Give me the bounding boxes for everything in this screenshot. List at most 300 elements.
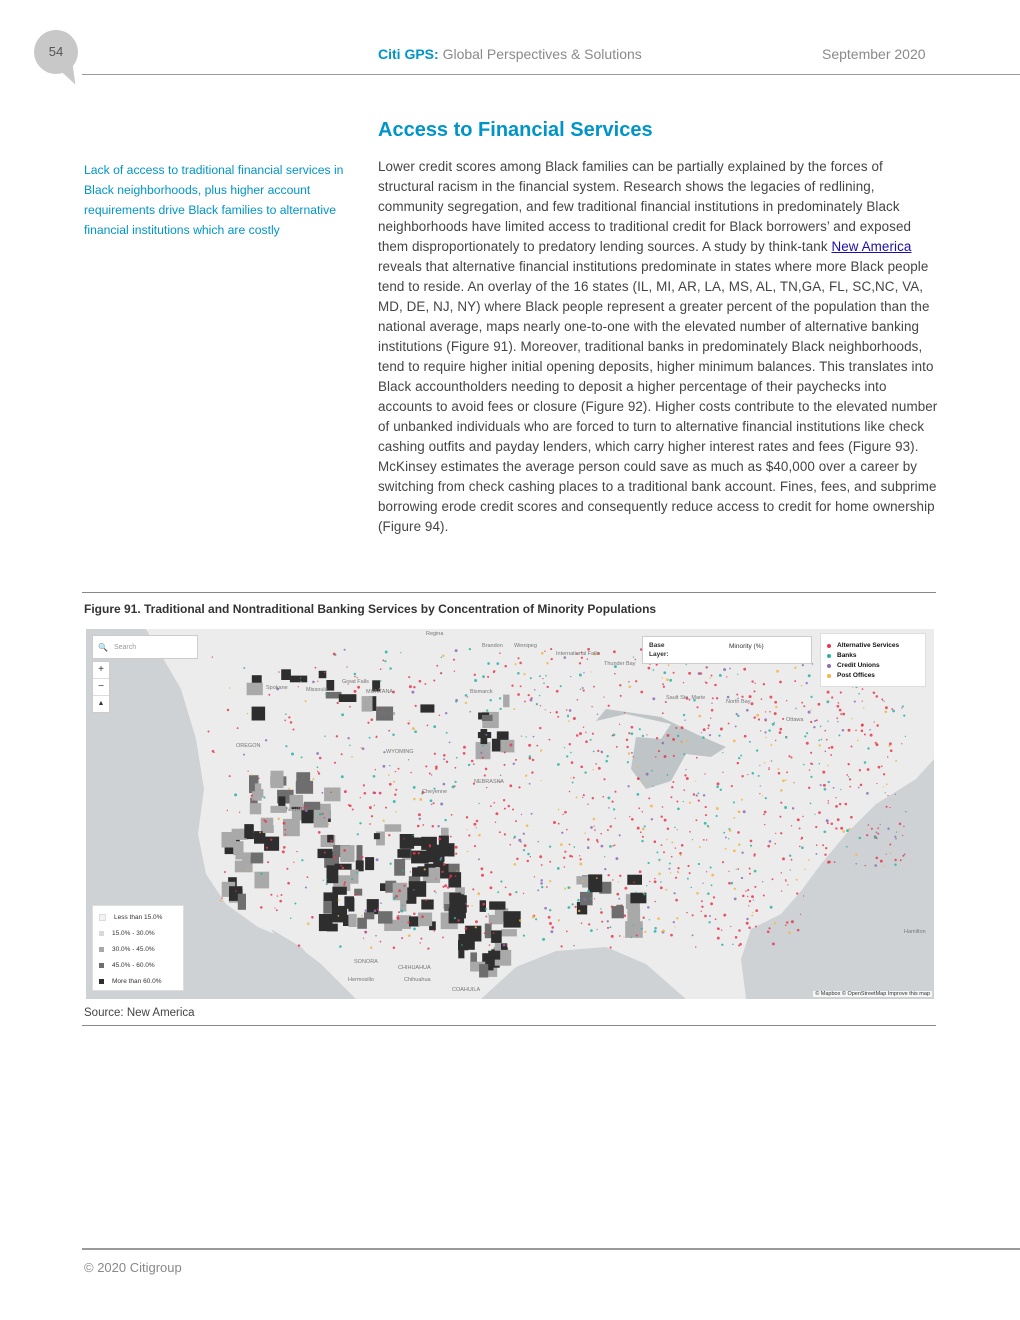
service-dot (370, 946, 373, 949)
service-dot (402, 905, 404, 907)
service-dot (672, 781, 674, 783)
service-dot (469, 711, 471, 713)
service-dot (357, 833, 359, 835)
service-dot (592, 733, 594, 735)
service-dot (850, 816, 853, 819)
service-dot (528, 694, 530, 696)
service-dot (771, 760, 773, 762)
service-dot (260, 906, 263, 909)
service-dot (558, 809, 560, 811)
service-dot (753, 690, 755, 692)
service-dot (826, 739, 828, 741)
service-dot (607, 920, 609, 922)
map-place-label: Missoula (306, 687, 328, 693)
service-dot (693, 793, 695, 795)
service-dot (478, 858, 480, 860)
service-dot (523, 849, 525, 851)
service-dot (455, 875, 456, 876)
service-dot (779, 731, 782, 734)
density-cell (365, 857, 374, 870)
service-dot (665, 701, 667, 703)
service-dot (831, 822, 834, 825)
service-dot (698, 800, 700, 802)
service-dot (517, 657, 519, 659)
service-dot (614, 791, 616, 793)
service-dot (688, 672, 691, 675)
base-layer-value: Minority (%) (729, 643, 764, 650)
density-cell (412, 867, 429, 876)
service-dot (848, 763, 850, 765)
service-dot (675, 877, 677, 879)
service-dot (530, 677, 532, 679)
service-dot (542, 938, 545, 941)
service-dot (692, 839, 693, 840)
zoom-out-button[interactable]: − (93, 679, 109, 696)
service-dot (600, 911, 603, 914)
service-dot (836, 717, 838, 719)
service-dot (810, 803, 812, 805)
service-dot (388, 730, 390, 732)
density-cell (500, 740, 514, 753)
legend-dot (827, 674, 831, 678)
service-dot (627, 785, 629, 787)
service-dot (590, 739, 592, 741)
service-dot (287, 882, 290, 885)
service-dot (443, 863, 446, 866)
service-dot (524, 701, 526, 703)
service-dot (858, 787, 860, 789)
service-dot (570, 752, 572, 754)
service-dot (414, 730, 417, 733)
service-dot (817, 703, 820, 706)
service-dot (816, 844, 818, 846)
service-dot (338, 915, 340, 917)
service-dot (703, 839, 705, 841)
service-dot (440, 803, 443, 806)
service-dot (835, 797, 836, 798)
service-dot (661, 844, 663, 846)
service-dot (352, 809, 354, 811)
service-dot (380, 668, 382, 670)
service-dot (401, 937, 403, 939)
service-dot (413, 852, 416, 855)
service-dot (810, 763, 812, 765)
service-dot (759, 793, 760, 794)
service-dot (442, 655, 445, 658)
service-dot (341, 753, 343, 755)
service-dot (671, 856, 673, 858)
service-dot (876, 783, 877, 784)
service-dot (670, 796, 672, 798)
service-dot (474, 674, 476, 676)
service-dot (333, 653, 336, 656)
service-dot (701, 732, 702, 733)
service-dot (714, 684, 717, 687)
legend-label: 45.0% - 60.0% (112, 962, 155, 969)
service-dot (354, 893, 356, 895)
service-dot (417, 825, 420, 828)
service-dot (822, 771, 825, 774)
legend-item-post-offices[interactable] (827, 672, 875, 679)
service-dot (513, 763, 515, 765)
service-dot (770, 906, 773, 909)
service-dot (801, 837, 803, 839)
service-dot (475, 920, 478, 923)
service-dot (815, 853, 817, 855)
service-dot (523, 934, 525, 936)
legend-item-credit-unions[interactable] (827, 662, 880, 669)
service-dot (613, 650, 616, 653)
service-dot (705, 806, 707, 808)
service-dot (306, 876, 308, 878)
service-dot (654, 930, 657, 933)
service-dot (524, 844, 527, 847)
service-dot (587, 846, 590, 849)
service-dot (826, 819, 829, 822)
service-dot (840, 789, 841, 790)
service-dot (546, 886, 548, 888)
service-dot (427, 947, 429, 949)
service-dot (752, 912, 753, 913)
service-dot (375, 769, 377, 771)
service-dot (652, 786, 653, 787)
service-dot (751, 915, 753, 917)
service-dot (747, 896, 748, 897)
service-dot (454, 917, 456, 919)
service-dot (356, 872, 358, 874)
service-dot (424, 868, 426, 870)
service-dot (696, 706, 698, 708)
service-dot (408, 759, 409, 760)
service-dot (774, 722, 775, 723)
service-dot (396, 916, 399, 919)
service-dot (532, 759, 534, 761)
service-dot (806, 682, 808, 684)
legend-item-banks[interactable] (827, 652, 857, 659)
service-dot (456, 757, 458, 759)
service-dot (686, 740, 688, 742)
service-dot (380, 680, 382, 682)
service-dot (883, 773, 885, 775)
service-dot (720, 789, 722, 791)
service-dot (674, 892, 676, 894)
service-dot (711, 709, 714, 712)
service-dot (597, 713, 599, 715)
legend-label: Banks (837, 652, 857, 659)
service-dot (549, 909, 551, 911)
service-dot (444, 819, 446, 821)
base-layer-selector[interactable] (642, 636, 812, 664)
service-dot (767, 931, 770, 934)
service-dot (344, 649, 346, 651)
service-dot (369, 806, 372, 809)
service-dot (753, 855, 755, 857)
service-dot (628, 681, 629, 682)
service-dot (489, 886, 492, 889)
service-dot (569, 844, 571, 846)
service-dot (708, 724, 710, 726)
service-dot (821, 739, 823, 741)
service-dot (354, 676, 355, 677)
service-dot (237, 727, 239, 729)
service-dot (887, 795, 888, 796)
service-dot (667, 827, 670, 830)
service-dot (607, 927, 609, 929)
density-cell (409, 916, 419, 926)
service-dot (679, 852, 682, 855)
service-dot (804, 735, 806, 737)
service-dot (495, 821, 496, 822)
service-dot (831, 696, 833, 698)
service-dot (669, 679, 672, 682)
service-dot (573, 777, 575, 779)
service-dot (549, 845, 551, 847)
service-dot (444, 884, 447, 887)
service-dot (647, 862, 649, 864)
service-dot (871, 828, 873, 830)
service-dot (417, 852, 419, 854)
service-dot (408, 921, 411, 924)
service-dot (551, 658, 553, 660)
service-dot (840, 827, 843, 830)
service-dot (685, 769, 686, 770)
service-dot (737, 674, 738, 675)
service-dot (740, 755, 742, 757)
new-america-link[interactable]: New America (831, 239, 912, 254)
service-dot (260, 873, 262, 875)
service-dot (781, 890, 782, 891)
map-place-label: Brandon (482, 643, 503, 649)
service-dot (795, 708, 797, 710)
service-dot (597, 841, 599, 843)
service-dot (549, 861, 551, 863)
service-dot (467, 905, 469, 907)
service-dot (440, 859, 442, 861)
service-dot (768, 729, 770, 731)
service-dot (587, 838, 590, 841)
density-cell (367, 899, 379, 914)
density-cell (318, 849, 333, 858)
service-dot (357, 686, 360, 689)
service-dot (733, 739, 736, 742)
service-dot (389, 667, 392, 670)
service-dot (790, 869, 791, 870)
service-dot (525, 736, 526, 737)
service-dot (336, 735, 338, 737)
service-dot (763, 813, 765, 815)
service-dot (751, 680, 753, 682)
map-search-input[interactable] (92, 635, 198, 659)
service-dot (564, 851, 566, 853)
service-dot (876, 831, 878, 833)
service-dot (395, 811, 397, 813)
service-dot (745, 890, 747, 892)
service-dot (838, 702, 840, 704)
service-dot (772, 942, 775, 945)
service-dot (603, 696, 604, 697)
service-dot (465, 702, 467, 704)
service-dot (611, 905, 613, 907)
service-dot (221, 897, 222, 898)
service-dot (413, 686, 415, 688)
service-dot (340, 865, 341, 866)
service-dot (767, 845, 770, 848)
service-dot (759, 765, 760, 766)
service-dot (858, 693, 860, 695)
density-cell (362, 696, 373, 712)
service-dot (566, 709, 568, 711)
service-dot (717, 927, 720, 930)
service-dot (563, 857, 565, 859)
service-dot (735, 936, 738, 939)
service-dot (535, 918, 537, 920)
density-cell (233, 841, 243, 855)
service-dot (751, 895, 754, 898)
service-dot (644, 825, 646, 827)
service-dot (533, 736, 535, 738)
service-dot (642, 836, 644, 838)
service-dot (380, 941, 382, 943)
service-dot (651, 770, 653, 772)
service-dot (312, 681, 315, 684)
service-dot (880, 860, 883, 863)
map-place-label: Spokane (266, 685, 288, 691)
service-dot (579, 863, 582, 866)
service-dot (876, 724, 879, 727)
legend-swatch (99, 947, 104, 952)
service-dot (285, 713, 287, 715)
service-dot (683, 714, 685, 716)
service-dot (263, 796, 265, 798)
service-dot (367, 722, 369, 724)
service-dot (760, 730, 761, 731)
service-dot (597, 750, 599, 752)
service-dot (442, 886, 444, 888)
service-dot (317, 771, 319, 773)
legend-item-alternative-services[interactable] (827, 642, 899, 649)
service-dot (473, 763, 475, 765)
service-dot (579, 855, 580, 856)
density-cell (480, 900, 486, 912)
service-dot (383, 765, 386, 768)
service-dot (571, 761, 574, 764)
service-dot (566, 829, 568, 831)
base-layer-label: Base Layer: (649, 642, 669, 658)
legend-swatch (99, 963, 104, 968)
service-dot (247, 770, 248, 771)
service-dot (610, 946, 612, 948)
service-dot (587, 658, 588, 659)
service-dot (595, 763, 597, 765)
service-dot (315, 667, 317, 669)
service-dot (415, 705, 417, 707)
service-dot (429, 773, 431, 775)
service-dot (375, 935, 377, 937)
service-dot (711, 703, 712, 704)
zoom-in-button[interactable]: + (93, 662, 109, 679)
service-dot (499, 697, 501, 699)
service-dot (394, 793, 396, 795)
service-dot (243, 667, 245, 669)
service-dot (806, 742, 809, 745)
service-dot (515, 820, 517, 822)
compass-reset-button[interactable]: ▲ (97, 700, 105, 707)
service-dot (285, 834, 287, 836)
service-dot (581, 657, 583, 659)
service-dot (663, 851, 665, 853)
service-dot (639, 728, 641, 730)
service-dot (746, 709, 749, 712)
service-dot (859, 837, 861, 839)
service-dot (615, 857, 618, 860)
service-dot (756, 749, 758, 751)
service-dot (398, 915, 399, 916)
service-dot (764, 811, 767, 814)
service-dot (398, 911, 400, 913)
service-dot (490, 941, 491, 942)
service-dot (513, 863, 516, 866)
service-dot (511, 685, 513, 687)
service-dot (362, 747, 365, 750)
density-cell (271, 771, 284, 788)
service-dot (582, 687, 584, 689)
service-dot (618, 881, 619, 882)
service-dot (854, 701, 856, 703)
density-cell (255, 783, 261, 799)
service-dot (570, 676, 571, 677)
service-dot (284, 720, 286, 722)
map-attribution[interactable]: © Mapbox © OpenStreetMap Improve this map (815, 991, 930, 997)
service-dot (619, 875, 621, 877)
service-dot (815, 826, 817, 828)
service-dot (725, 836, 727, 838)
service-dot (738, 843, 741, 846)
service-dot (827, 861, 830, 864)
service-dot (284, 829, 286, 831)
service-dot (569, 791, 571, 793)
service-dot (403, 838, 404, 839)
legend-label: Post Offices (837, 672, 875, 679)
service-dot (579, 674, 582, 677)
service-dot (643, 893, 645, 895)
service-dot (564, 866, 566, 868)
service-dot (499, 708, 501, 710)
service-dot (735, 725, 737, 727)
service-dot (453, 659, 455, 661)
service-dot (395, 789, 397, 791)
service-dot (610, 825, 612, 827)
service-dot (801, 846, 804, 849)
service-dot (744, 735, 747, 738)
density-cell (364, 912, 374, 919)
minority-banking-map[interactable] (86, 629, 934, 999)
service-dot (430, 799, 433, 802)
service-dot (478, 803, 479, 804)
service-dot (779, 681, 782, 684)
service-dot (293, 862, 294, 863)
service-dot (704, 773, 705, 774)
service-dot (317, 766, 319, 768)
service-dot (863, 707, 865, 709)
service-dot (455, 767, 457, 769)
service-dot (504, 665, 507, 668)
service-dot (894, 859, 896, 861)
service-dot (734, 898, 737, 901)
service-dot (751, 702, 754, 705)
service-dot (772, 723, 775, 726)
service-dot (488, 914, 489, 915)
service-dot (495, 812, 498, 815)
